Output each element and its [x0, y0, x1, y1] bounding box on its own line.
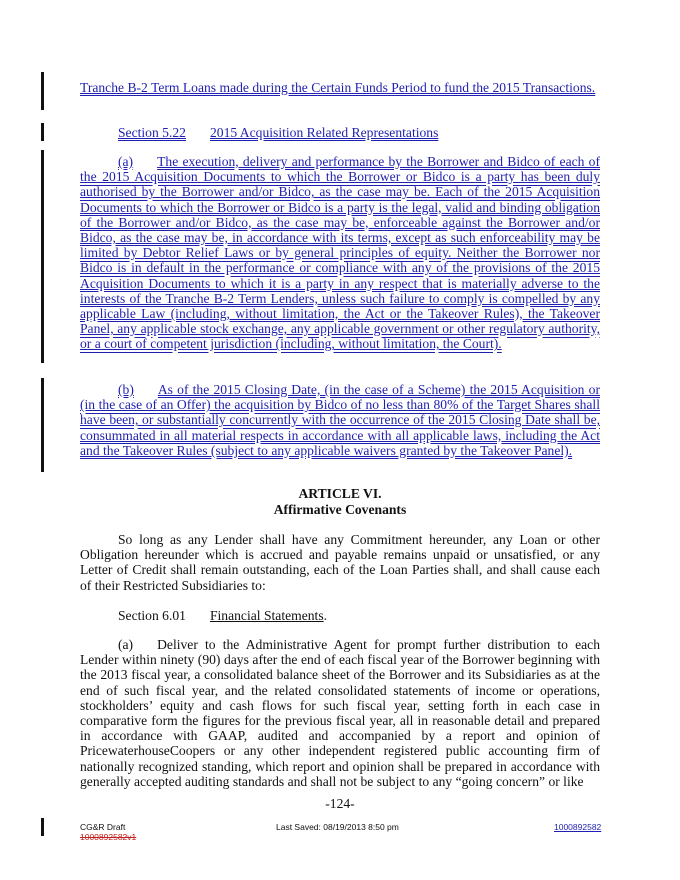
section-number: Section 5.22 — [118, 125, 186, 140]
para-text: The execution, delivery and performance by the Borrower and Bidco of each of the 2015 Acquisition Documents to which the Borrower or Bidco is a party has been duly authorised by the Borrower and/or Bidco, as the case may be. Each of the 2015 Acquisition Documents to which the Borrower or Bidco is a party is the legal, valid and binding obligation of the Borrower and/or Bidco, as the case may be, enforceable against the Borrower and/or Bidco, as the case may be, in accordance with its terms, except as such enforceability may be limited by Debtor Relief Laws or by general principles of equity. Neither the Borrower nor Bidco is in default in the performance or compliance with any of the provisions of the 2015 Acquisition Documents to which it is a party in any respect that is materially adverse to the interests of the Tranche B-2 Term Lenders, unless such failure to comply is compelled by any applicable Law (including, without limitation, the Act or the Takeover Rules), the Takeover Panel, any applicable stock exchange, any applicable government or other regulatory authority, or a court of competent jurisdiction (including, without limitation, the Court). — [80, 154, 600, 352]
section-5-22-para-a — [80, 154, 600, 352]
section-heading-5-22 — [80, 125, 600, 140]
footer-last-saved: Last Saved: 08/19/2013 8:50 pm — [276, 822, 399, 832]
change-bar — [41, 818, 44, 836]
section-6-01-para-a — [80, 637, 600, 789]
page-number: -124- — [325, 796, 355, 811]
section-5-22-para-b — [80, 382, 600, 458]
continuation-paragraph — [80, 80, 600, 95]
article-title: Affirmative Covenants — [273, 502, 407, 517]
footer-doc-id: 1000892582 — [554, 822, 602, 832]
section-title-suffix: . — [323, 608, 328, 623]
footer-deleted-doc-id: 1000892582v1 — [80, 832, 137, 842]
section-title: Financial Statements — [209, 608, 324, 623]
section-title: 2015 Acquisition Related Representations — [209, 125, 439, 140]
footer-draft-label: CG&R Draft — [80, 822, 126, 832]
article-number: ARTICLE VI. — [298, 486, 382, 501]
change-bar — [41, 72, 44, 110]
para-text: As of the 2015 Closing Date, (in the case of a Scheme) the 2015 Acquisition or (in the case of an Offer) the acquisition by Bidco of no less than 80% of the Target Shares shall have been, or substantially concurrently with the occurrence of the 2015 Closing Date shall be, consummated in all material respects in accordance with all applicable laws, including the Act and the Takeover Rules (subject to any applicable waivers granted by the Takeover Panel). — [80, 382, 600, 458]
change-bar — [41, 150, 44, 363]
para-label: (a) — [118, 637, 134, 652]
inserted-text: Tranche B-2 Term Loans made during the Certain Funds Period to fund the 2015 Transactions. — [80, 80, 596, 95]
para-text: Deliver to the Administrative Agent for prompt further distribution to each Lender within ninety (90) days after the end of each fiscal year of the Borrower beginning with the 2013 fiscal year, a consolidated balance sheet of the Borrower and its Subsidiaries as at the end of such fiscal year, and the related consolidated statements of income or operations, stockholders’ equity and cash flows for such fiscal year, setting forth in each case in comparative form the figures for the previous fiscal year, all in reasonable detail and prepared in accordance with GAAP, audited and accompanied by a report and opinion of PricewaterhouseCoopers or any other independent registered public accounting firm of nationally recognized standing, which report and opinion shall be prepared in accordance with generally accepted auditing standards and shall not be subject to any “going concern” or like — [80, 637, 600, 789]
article-intro-paragraph — [80, 532, 600, 593]
para-label: (a) — [118, 154, 134, 169]
section-heading-6-01 — [80, 608, 600, 623]
para-label: (b) — [118, 382, 134, 397]
intro-text: So long as any Lender shall have any Commitment hereunder, any Loan or other Obligation hereunder which is accrued and payable remains unpaid or unsatisfied, or any Letter of Credit shall remain outstanding, each of the Loan Parties shall, and shall cause each of their Restricted Subsidiaries to: — [80, 532, 600, 593]
change-bar — [41, 378, 44, 472]
section-number: Section 6.01 — [118, 608, 186, 623]
change-bar — [41, 123, 44, 141]
